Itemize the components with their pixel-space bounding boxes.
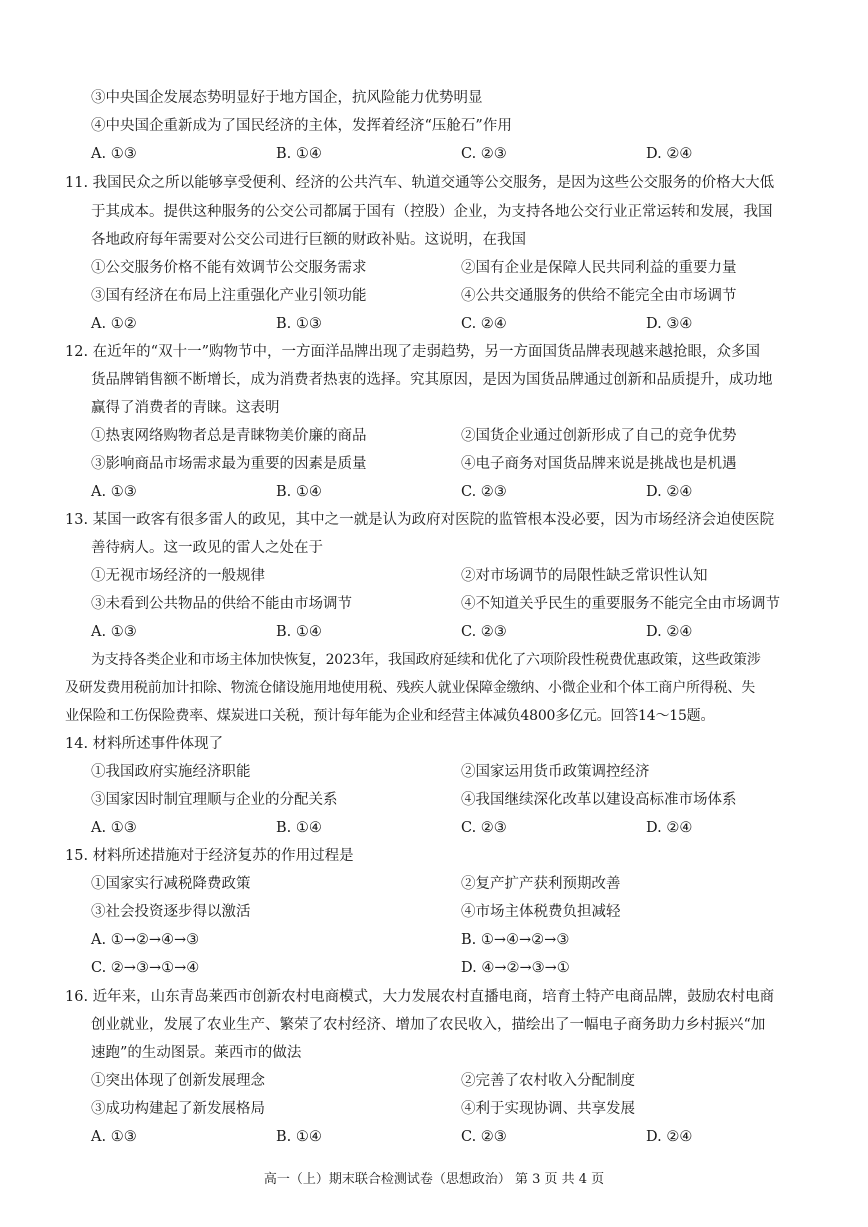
- option-3: ③社会投资逐步得以激活: [91, 904, 251, 920]
- choice-d: D. ④→②→③→①: [461, 960, 570, 976]
- option-3: ③中央国企发展态势明显好于地方国企，抗风险能力优势明显: [91, 90, 483, 106]
- option-3: ③国有经济在布局上注重强化产业引领功能: [91, 288, 367, 304]
- option-4: ④不知道关乎民生的重要服务不能完全由市场调节: [461, 596, 780, 612]
- question-11-stem: 于其成本。提供这种服务的公交公司都属于国有（控股）企业，为支持各地公交行业正常运转和发展，我国: [91, 204, 773, 220]
- question-15-stem: 15. 材料所述措施对于经济复苏的作用过程是: [65, 848, 354, 864]
- option-1: ①我国政府实施经济职能: [91, 764, 251, 780]
- question-13-stem: 13. 某国一政客有很多雷人的政见，其中之一就是认为政府对医院的监管根本没必要，因为市场经济会迫使医院: [65, 512, 775, 528]
- option-4: ④电子商务对国货品牌来说是挑战也是机遇: [461, 456, 737, 472]
- choice-c: C. ②③: [461, 820, 507, 836]
- option-3: ③影响商品市场需求最为重要的因素是质量: [91, 456, 367, 472]
- choice-c: C. ②④: [461, 316, 507, 332]
- option-2: ②国家运用货币政策调控经济: [461, 764, 650, 780]
- question-12-stem: 赢得了消费者的青睐。这表明: [91, 400, 280, 416]
- choice-d: D. ②④: [646, 820, 693, 836]
- choice-d: D. ②④: [646, 146, 693, 162]
- option-2: ②国货企业通过创新形成了自己的竞争优势: [461, 428, 737, 444]
- question-16-stem: 创业就业，发展了农业生产、繁荣了农村经济、增加了农民收入，描绘出了一幅电子商务助力乡村振兴“加: [91, 1017, 766, 1033]
- option-2: ②对市场调节的局限性缺乏常识性认知: [461, 568, 708, 584]
- choice-b: B. ①④: [276, 820, 322, 836]
- choice-c: C. ②③: [461, 146, 507, 162]
- choice-b: B. ①④: [276, 624, 322, 640]
- question-16-stem: 16. 近年来，山东青岛莱西市创新农村电商模式，大力发展农村直播电商，培育土特产电商品牌，鼓励农村电商: [65, 989, 775, 1005]
- choice-a: A. ①③: [91, 624, 137, 640]
- option-1: ①公交服务价格不能有效调节公交服务需求: [91, 260, 367, 276]
- choice-b: B. ①③: [276, 316, 322, 332]
- option-4: ④中央国企重新成为了国民经济的主体，发挥着经济“压舱石”作用: [91, 118, 512, 134]
- choice-b: B. ①→④→②→③: [461, 932, 570, 948]
- option-1: ①国家实行减税降费政策: [91, 876, 251, 892]
- choice-a: A. ①③: [91, 820, 137, 836]
- choice-d: D. ③④: [646, 316, 693, 332]
- choice-a: A. ①③: [91, 1129, 137, 1145]
- option-4: ④利于实现协调、共享发展: [461, 1101, 635, 1117]
- option-1: ①无视市场经济的一般规律: [91, 568, 265, 584]
- option-3: ③国家因时制宜理顺与企业的分配关系: [91, 792, 338, 808]
- option-4: ④我国继续深化改革以建设高标准市场体系: [461, 792, 737, 808]
- option-1: ①突出体现了创新发展理念: [91, 1073, 265, 1089]
- choice-c: C. ②③: [461, 624, 507, 640]
- choice-c: C. ②③: [461, 484, 507, 500]
- question-11-stem: 11. 我国民众之所以能够享受便利、经济的公共汽车、轨道交通等公交服务，是因为这些公交服务的价格大大低: [65, 175, 775, 191]
- page-footer: 高一（上）期末联合检测试卷（思想政治） 第 3 页 共 4 页: [263, 1172, 605, 1187]
- choice-b: B. ①④: [276, 484, 322, 500]
- choice-b: B. ①④: [276, 146, 322, 162]
- option-4: ④公共交通服务的供给不能完全由市场调节: [461, 288, 737, 304]
- question-12-stem: 12. 在近年的“双十一”购物节中，一方面洋品牌出现了走弱趋势，另一方面国货品牌表现越来越抢眼，众多国: [65, 344, 760, 360]
- question-14-stem: 14. 材料所述事件体现了: [65, 736, 224, 752]
- material-paragraph: 为支持各类企业和市场主体加快恢复，2023年，我国政府延续和优化了六项阶段性税费优惠政策，这些政策涉: [91, 652, 761, 668]
- question-16-stem: 速跑”的生动图景。莱西市的做法: [91, 1045, 302, 1061]
- question-13-stem: 善待病人。这一政见的雷人之处在于: [91, 540, 323, 556]
- choice-c: C. ②→③→①→④: [91, 960, 200, 976]
- option-1: ①热衷网络购物者总是青睐物美价廉的商品: [91, 428, 367, 444]
- question-11-stem: 各地政府每年需要对公交公司进行巨额的财政补贴。这说明，在我国: [91, 232, 526, 248]
- option-2: ②完善了农村收入分配制度: [461, 1073, 635, 1089]
- choice-a: A. ①③: [91, 146, 137, 162]
- option-3: ③未看到公共物品的供给不能由市场调节: [91, 596, 352, 612]
- choice-d: D. ②④: [646, 1129, 693, 1145]
- choice-a: A. ①→②→④→③: [91, 932, 200, 948]
- choice-d: D. ②④: [646, 624, 693, 640]
- choice-a: A. ①②: [91, 316, 137, 332]
- option-3: ③成功构建起了新发展格局: [91, 1101, 265, 1117]
- choice-d: D. ②④: [646, 484, 693, 500]
- material-paragraph: 及研发费用税前加计扣除、物流仓储设施用地使用税、残疾人就业保障金缴纳、小微企业和个体工商户所得税、失: [65, 680, 755, 696]
- option-2: ②国有企业是保障人民共同利益的重要力量: [461, 260, 737, 276]
- material-paragraph: 业保险和工伤保险费率、煤炭进口关税，预计每年能为企业和经营主体减负4800多亿元。回答14～15题。: [65, 708, 715, 724]
- option-4: ④市场主体税费负担减轻: [461, 904, 621, 920]
- question-12-stem: 货品牌销售额不断增长，成为消费者热衷的选择。究其原因，是因为国货品牌通过创新和品质提升，成功地: [91, 372, 773, 388]
- option-2: ②复产扩产获利预期改善: [461, 876, 621, 892]
- choice-c: C. ②③: [461, 1129, 507, 1145]
- choice-a: A. ①③: [91, 484, 137, 500]
- choice-b: B. ①④: [276, 1129, 322, 1145]
